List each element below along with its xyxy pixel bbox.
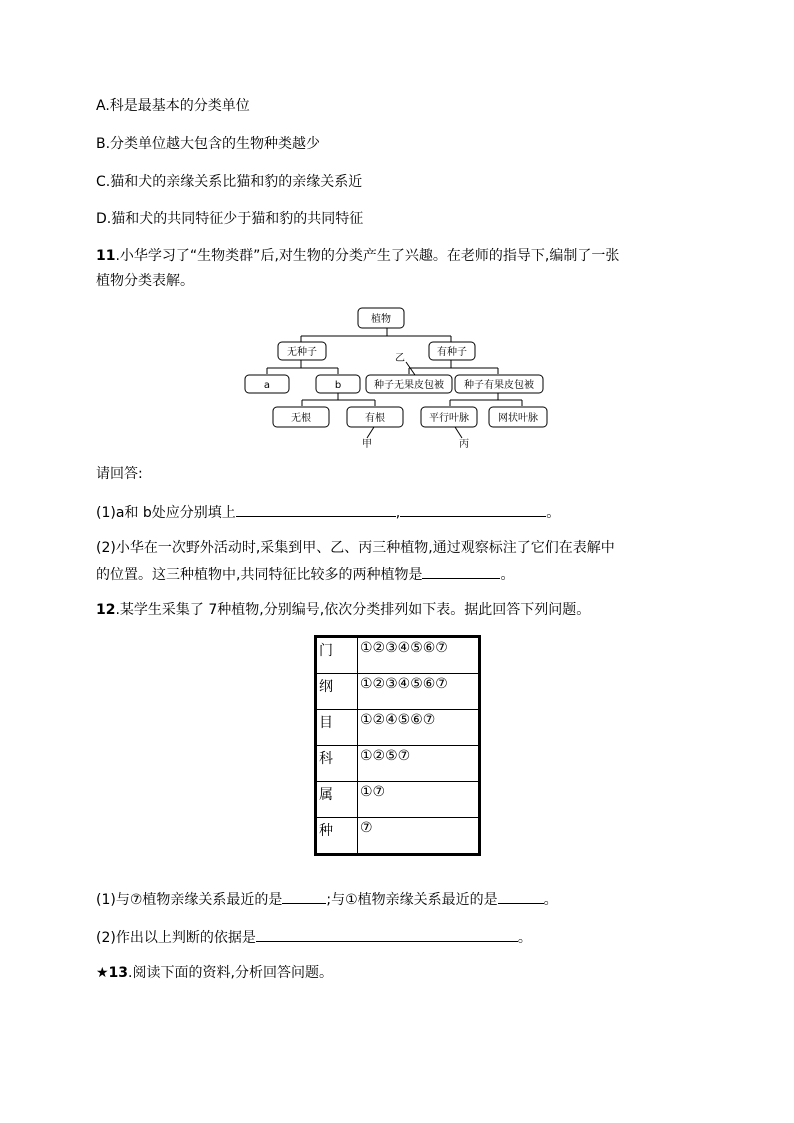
table-row — [316, 637, 480, 674]
items-cell: ①②④⑤⑥⑦ — [358, 710, 480, 746]
rank-cell: 科 — [316, 746, 358, 782]
table-row — [316, 746, 480, 782]
items-cell: ①②③④⑤⑥⑦ — [358, 674, 480, 710]
table-row — [316, 782, 480, 818]
answer-blank-closest-to-7[interactable] — [282, 888, 326, 904]
tree-naked-seed-label: 种子无果皮包被 — [374, 380, 444, 391]
q13-number: ★13 — [96, 965, 129, 981]
answer-blank-b[interactable] — [400, 501, 546, 517]
q11-sub2-line2: 的位置。这三种植物中,共同特征比较多的两种植物是 。 — [96, 563, 514, 585]
tree-has-seed-label: 有种子 — [437, 347, 467, 358]
table-row — [316, 710, 480, 746]
option-d: D.猫和犬的共同特征少于猫和豹的共同特征 — [96, 211, 364, 227]
rank-cell: 目 — [316, 710, 358, 746]
q12-text: 12.某学生采集了 7种植物,分别编号,依次分类排列如下表。据此回答下列问题。 — [96, 602, 591, 618]
items-cell: ①⑦ — [358, 782, 480, 818]
answer-blank-a[interactable] — [236, 501, 396, 517]
rank-cell: 门 — [316, 637, 358, 674]
option-a: A.科是最基本的分类单位 — [96, 98, 250, 114]
table-row — [316, 674, 480, 710]
tree-has-root-label: 有根 — [365, 413, 385, 424]
q11-sub1: (1)a和 b处应分别填上 , 。 — [96, 501, 560, 523]
answer-blank-basis[interactable] — [256, 926, 518, 942]
q12-sub2: (2)作出以上判断的依据是 。 — [96, 926, 532, 948]
tree-parallel-vein-label: 平行叶脉 — [429, 413, 469, 424]
q11-text-line2: 植物分类表解。 — [96, 273, 194, 289]
items-cell: ①②⑤⑦ — [358, 746, 480, 782]
tree-no-seed-label: 无种子 — [287, 347, 317, 358]
option-c: C.猫和犬的亲缘关系比猫和豹的亲缘关系近 — [96, 174, 363, 190]
rank-cell: 属 — [316, 782, 358, 818]
please-answer: 请回答: — [96, 466, 143, 482]
q12-sub1: (1)与⑦植物亲缘关系最近的是 ;与①植物亲缘关系最近的是 。 — [96, 888, 558, 910]
tree-yi-label: 乙 — [395, 353, 405, 364]
tree-root-label: 植物 — [371, 314, 391, 325]
tree-bing-label: 丙 — [459, 439, 469, 450]
items-cell: ①②③④⑤⑥⑦ — [358, 637, 480, 674]
answer-blank-closest-to-1[interactable] — [498, 888, 544, 904]
option-b: B.分类单位越大包含的生物种类越少 — [96, 136, 321, 152]
tree-b-label: b — [334, 380, 342, 391]
tree-net-vein-label: 网状叶脉 — [498, 413, 538, 424]
classification-table — [314, 635, 481, 856]
table-row — [316, 818, 480, 855]
rank-cell: 纲 — [316, 674, 358, 710]
items-cell: ⑦ — [358, 818, 480, 855]
q12-number: 12 — [96, 602, 116, 618]
q13-text: ★13.阅读下面的资料,分析回答问题。 — [96, 965, 333, 981]
q11-number: 11 — [96, 248, 116, 264]
answer-blank-two-plants[interactable] — [422, 563, 500, 579]
tree-jia-label: 甲 — [362, 439, 372, 450]
plant-classification-tree — [236, 300, 556, 450]
rank-cell: 种 — [316, 818, 358, 855]
tree-a-label: a — [263, 380, 271, 391]
tree-no-root-label: 无根 — [291, 413, 311, 424]
q11-text-line1: 11.小华学习了“生物类群”后,对生物的分类产生了兴趣。在老师的指导下,编制了一张 — [96, 248, 620, 264]
q11-sub2-line1: (2)小华在一次野外活动时,采集到甲、乙、丙三种植物,通过观察标注了它们在表解中 — [96, 540, 615, 556]
tree-covered-seed-label: 种子有果皮包被 — [464, 380, 534, 391]
